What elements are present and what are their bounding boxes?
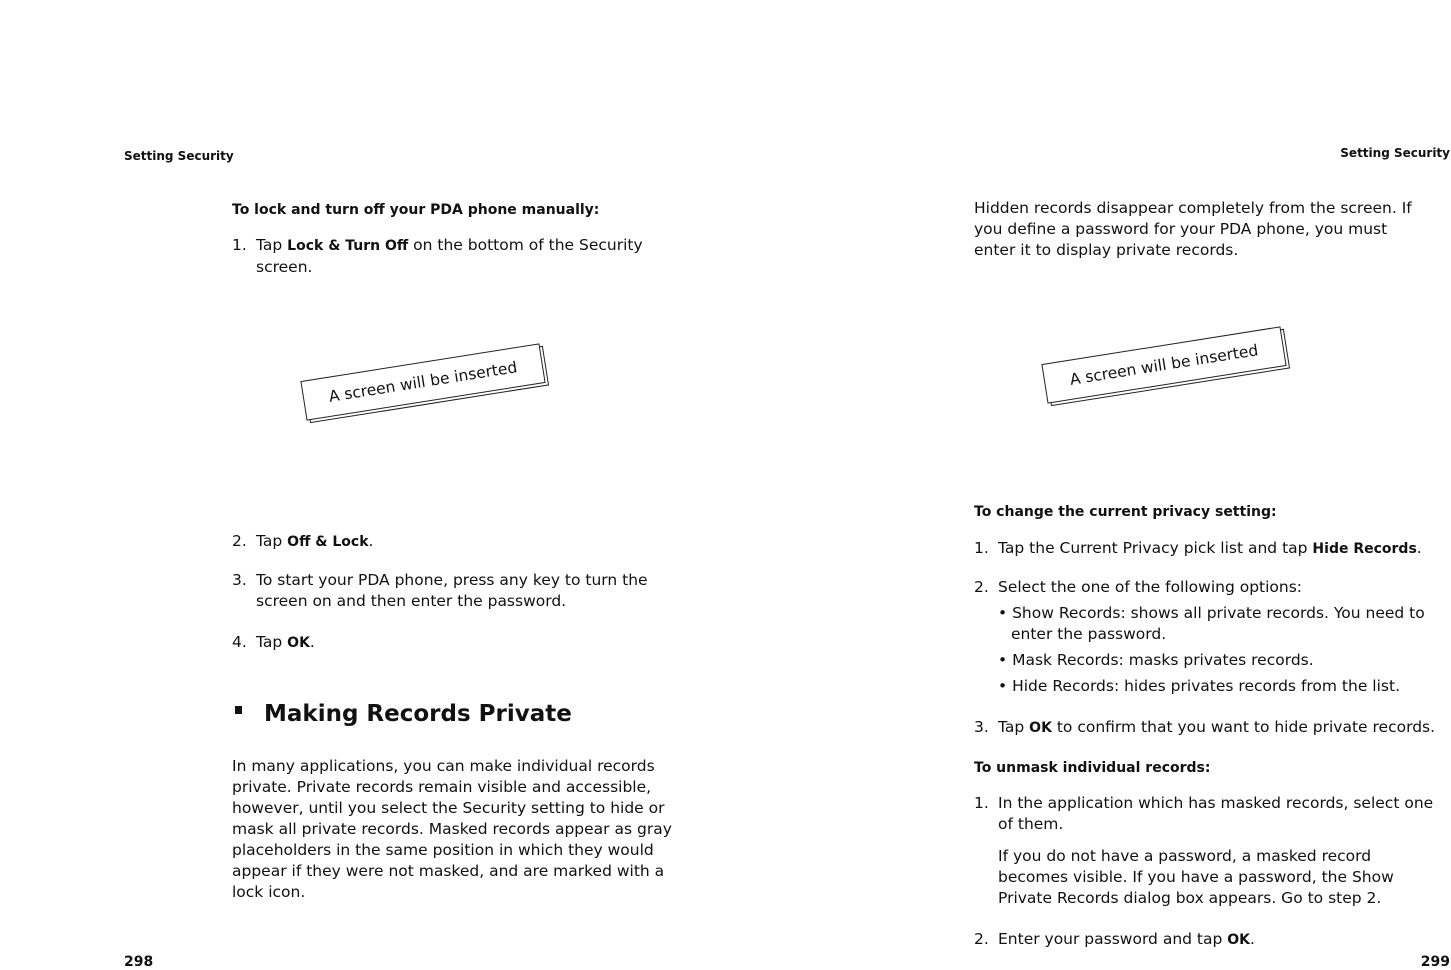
left-page-number: 298 — [124, 954, 154, 970]
step-text-line2: screen on and then enter the password. — [256, 592, 567, 610]
option-line: • Show Records: shows all private records. You need to — [998, 604, 1425, 622]
note-line: Private Records dialog box appears. Go to step 2. — [998, 889, 1382, 907]
option-show-records — [998, 603, 1450, 645]
section-title: Making Records Private — [264, 701, 572, 727]
step-text: Tap — [256, 236, 288, 254]
step-text-line2: screen. — [256, 258, 313, 276]
lock-heading: To lock and turn off your PDA phone manually: — [232, 202, 600, 218]
note-line: If you do not have a password, a masked record — [998, 847, 1372, 865]
paragraph-line: enter it to display private records. — [974, 241, 1239, 259]
step-text: Tap — [998, 718, 1030, 736]
step-text: to confirm that you want to hide private records. — [1051, 718, 1436, 736]
step-text: Enter your password and tap — [998, 930, 1228, 948]
paragraph-line: mask all private records. Masked records appear as gray — [232, 820, 672, 838]
step-bold-label: OK — [1029, 720, 1052, 736]
note-line: becomes visible. If you have a password, the Show — [998, 868, 1394, 886]
step-number: 3. — [232, 571, 247, 589]
step-bold-label: Lock & Turn Off — [287, 238, 409, 254]
section-bullet-icon — [235, 706, 242, 714]
step-bold-label: Off & Lock — [287, 534, 369, 550]
lock-step-3 — [232, 570, 702, 612]
step-number: 4. — [232, 633, 247, 651]
records-paragraph — [232, 756, 722, 903]
screen-placeholder-left — [300, 343, 545, 420]
unmask-heading: To unmask individual records: — [974, 760, 1211, 776]
step-bold-label: Hide Records — [1312, 541, 1417, 557]
intro-paragraph — [974, 198, 1450, 261]
step-text: To start your PDA phone, press any key to turn the — [256, 571, 648, 589]
step-text: Tap the Current Privacy pick list and tap — [998, 539, 1313, 557]
option-line: • Hide Records: hides privates records from the list. — [998, 677, 1400, 695]
paragraph-line: you define a password for your PDA phone, you must — [974, 220, 1388, 238]
placeholder-text: A screen will be inserted — [1068, 341, 1260, 389]
step-text: In the application which has masked records, select one — [998, 794, 1434, 812]
screen-placeholder-right — [1041, 326, 1286, 403]
step-text: . — [368, 532, 374, 550]
unmask-step-2 — [974, 929, 1394, 951]
right-page-number: 299 — [1420, 954, 1450, 970]
lock-step-4 — [232, 632, 702, 654]
option-line2: enter the password. — [1011, 625, 1167, 643]
step-number: 2. — [232, 532, 247, 550]
paragraph-line: appear if they were not masked, and are marked with a — [232, 862, 665, 880]
step-text: Tap — [256, 532, 288, 550]
step-number: 2. — [974, 578, 989, 596]
step-bold-label: OK — [1227, 932, 1251, 948]
step-text: Tap — [256, 633, 288, 651]
step-number: 1. — [974, 539, 989, 557]
option-mask-records — [998, 650, 1450, 671]
step-number: 3. — [974, 718, 989, 736]
privacy-heading: To change the current privacy setting: — [974, 504, 1277, 520]
paragraph-line: Hidden records disappear completely from the screen. If — [974, 199, 1412, 217]
left-page-header: Setting Security — [124, 149, 234, 163]
placeholder-text: A screen will be inserted — [327, 358, 519, 406]
option-line: • Mask Records: masks privates records. — [998, 651, 1314, 669]
unmask-note — [998, 846, 1450, 909]
paragraph-line: lock icon. — [232, 883, 306, 901]
paragraph-line: placeholders in the same position in which they would — [232, 841, 654, 859]
unmask-step-1 — [974, 793, 1450, 835]
privacy-step-1 — [974, 538, 1450, 560]
step-text: . — [1250, 930, 1255, 948]
step-text: Select the one of the following options: — [998, 578, 1303, 596]
step-number: 2. — [974, 930, 989, 948]
step-text: on the bottom of the Security — [408, 236, 643, 254]
paragraph-line: In many applications, you can make individual records — [232, 757, 655, 775]
lock-step-2 — [232, 531, 702, 553]
step-bold-label: OK — [287, 635, 310, 651]
right-page-header: Setting Security — [1340, 146, 1450, 160]
step-text: . — [1416, 539, 1422, 557]
privacy-step-2 — [974, 577, 1450, 598]
option-hide-records — [998, 676, 1450, 697]
step-text-line2: of them. — [998, 815, 1064, 833]
step-number: 1. — [974, 794, 989, 812]
privacy-step-3 — [974, 717, 1450, 739]
paragraph-line: however, until you select the Security setting to hide or — [232, 799, 665, 817]
lock-step-1 — [232, 235, 702, 278]
step-number: 1. — [232, 236, 247, 254]
step-text: . — [309, 633, 315, 651]
paragraph-line: private. Private records remain visible and accessible, — [232, 778, 652, 796]
